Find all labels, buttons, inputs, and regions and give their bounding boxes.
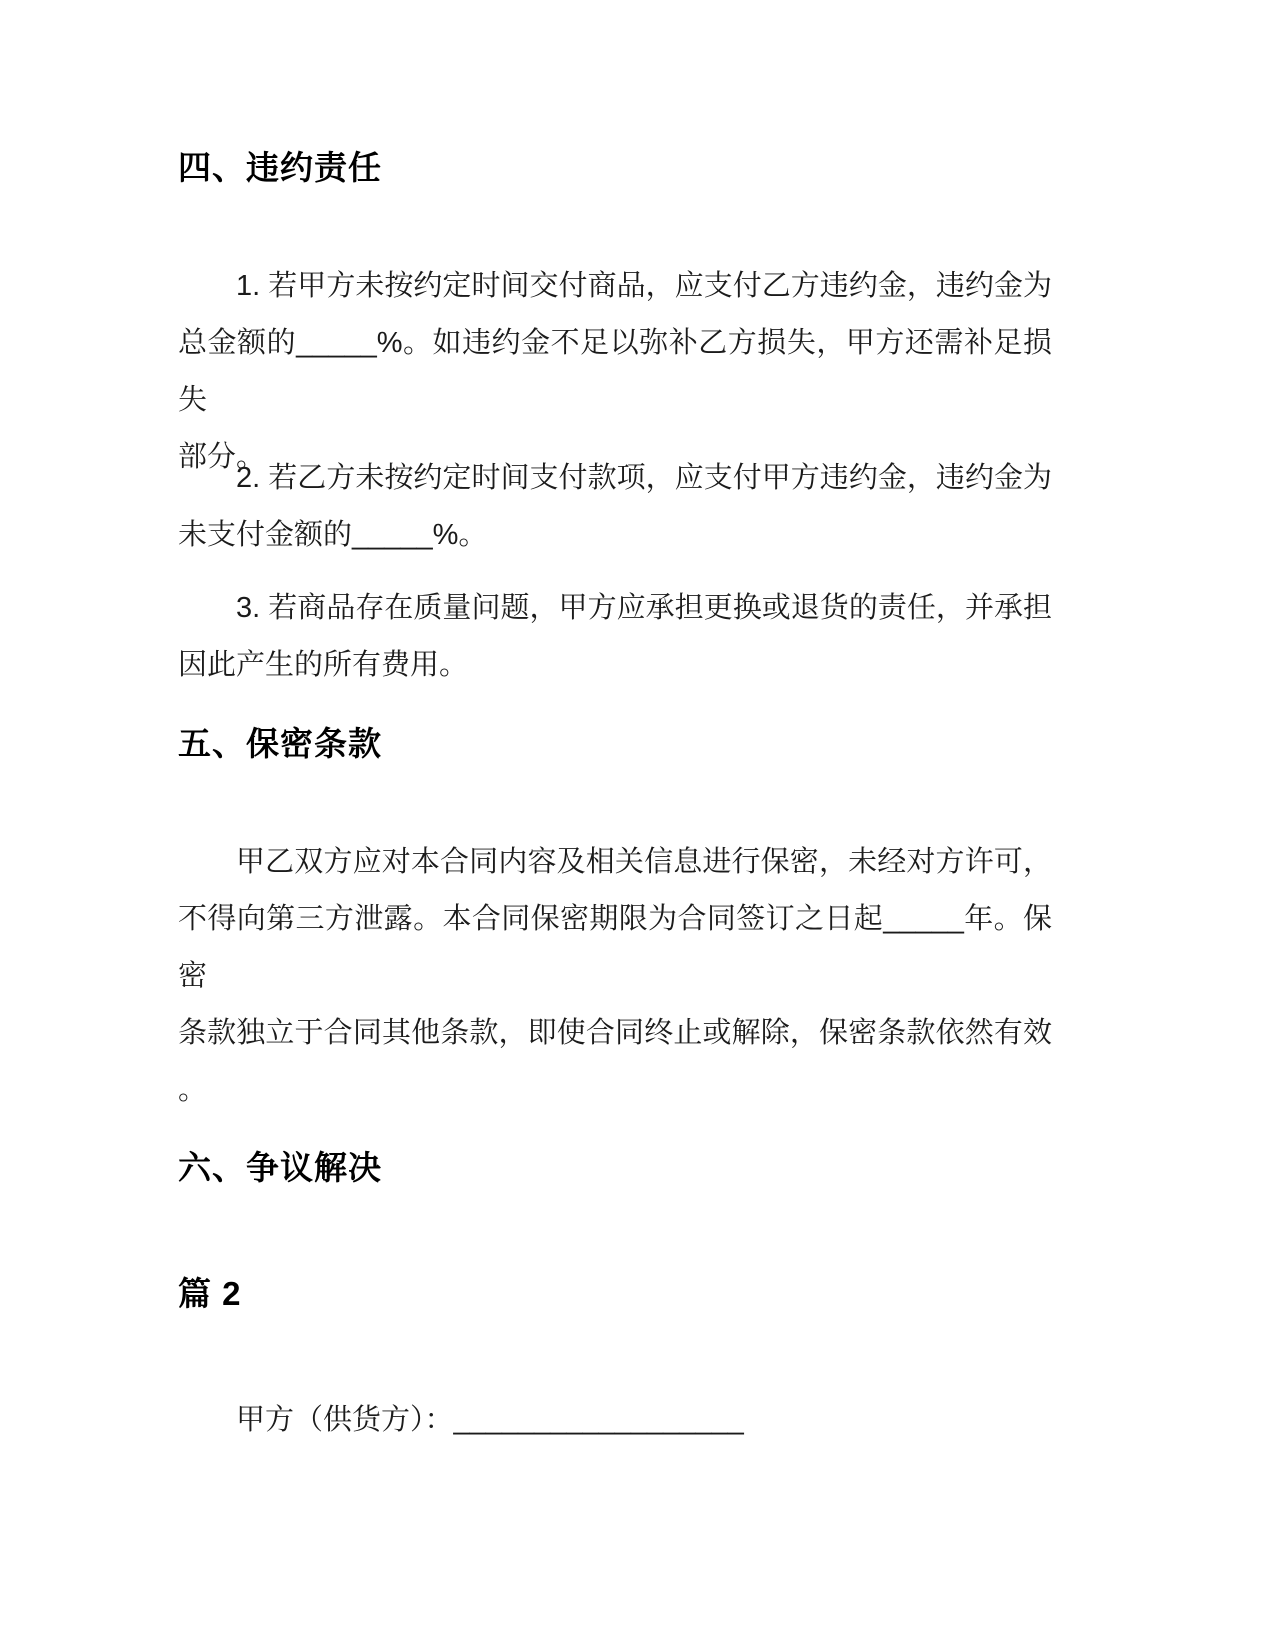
part-2-heading: 篇 2: [178, 1275, 242, 1312]
party-a-blank-line: 甲方（供货方）：__________________: [236, 1404, 744, 1436]
clause-text-line: 未支付金额的_____%。: [178, 519, 488, 551]
clause-breach-2: [178, 450, 1052, 564]
clause-text-line: 不得向第三方泄露。本合同保密期限为合同签订之日起_____年。保密: [178, 903, 1052, 992]
clause-text-line: 1. 若甲方未按约定时间交付商品，应支付乙方违约金，违约金为: [236, 270, 1052, 302]
clause-text-line: 部分。: [178, 441, 266, 473]
clause-text-line: 甲乙双方应对本合同内容及相关信息进行保密，未经对方许可，: [236, 846, 1052, 878]
section-heading-confidentiality: 五、保密条款: [178, 725, 382, 762]
section-heading-dispute-resolution: 六、争议解决: [178, 1149, 382, 1186]
clause-confidentiality: [178, 834, 1052, 1119]
clause-text-line: 条款独立于合同其他条款，即使合同终止或解除，保密条款依然有效: [178, 1017, 1052, 1049]
clause-breach-3: [178, 580, 1052, 694]
section-heading-breach-liability: 四、违约责任: [178, 149, 382, 186]
clause-text-line: 2. 若乙方未按约定时间支付款项，应支付甲方违约金，违约金为: [236, 462, 1052, 494]
clause-text-line: 因此产生的所有费用。: [178, 649, 469, 681]
clause-text-line: 。: [178, 1074, 208, 1106]
clause-text-line: 总金额的_____%。如违约金不足以弥补乙方损失，甲方还需补足损失: [178, 327, 1052, 416]
clause-text-line: 3. 若商品存在质量问题，甲方应承担更换或退货的责任，并承担: [236, 592, 1052, 624]
party-a-supplier-line: [178, 1392, 1052, 1449]
